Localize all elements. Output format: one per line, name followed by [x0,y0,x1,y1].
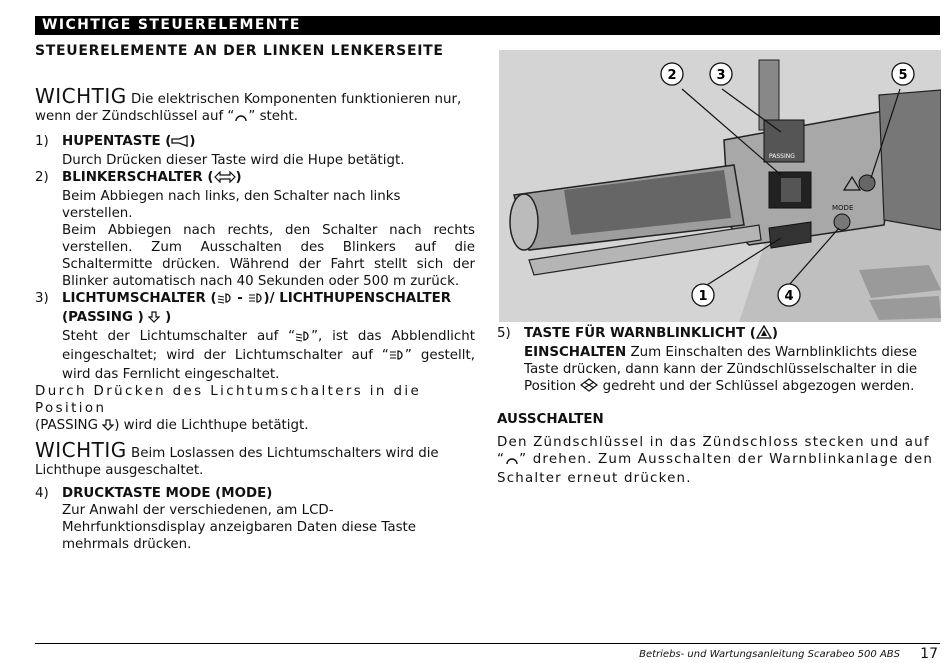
svg-text:2: 2 [667,68,677,83]
svg-text:1: 1 [698,289,708,304]
passing-arrow-icon [102,419,114,436]
off-title: AUSSCHALTEN [497,412,604,427]
section-title: WICHTIGE STEUERELEMENTE [42,17,301,33]
section-subtitle: STEUERELEMENTE AN DER LINKEN LENKERSEITE [35,43,444,59]
left-column: WICHTIG Die elektrischen Komponenten funktionieren nur, wenn der Zündschlüssel auf “ ” steht. 1) HUPENTASTE ( ) Durch Drücken dieser Taste wird die Hupe betätigt. 2) BLINKERSCHALTER ( ) Beim Abbiegen nach links, den Schalter nach links verstellen. Beim Abbiegen nach rechts, den Schalter nach rechts verstellen. Zum Ausschalten des Blinkers auf die Schaltermitte drücken. Während der Fahrt stellt sich der Blinker automatisch nach 40 Sekunden oder 500 m zurück. 3) LICHTUMSCHALTER ( - )/ LICHTHUPENSCHALTER (PASSING ) ) Steht der Lichtumschalter auf “ ”, ist das Abblendlicht eingeschaltet; wird der Lichtumschalter auf “ ” gestellt, wird das Fernlicht eingeschaltet. Durch Drücken des Lichtumschalters in die Position (PASSING ) wird die Lichthupe betätigt. WICHTIG Beim Loslassen des Lichtumschalters wird die Lichthupe ausgeschaltet. 4) DRUCKTASTE MODE (MODE) Zur Anwahl der verschiedenen, am LCD-Mehrfunktionsdisplay anzeigbaren Daten diese Taste mehrmals drücken. [35,84,475,552]
note-important-1: WICHTIG Die elektrischen Komponenten funktionieren nur, wenn der Zündschlüssel auf “ ” steht. [35,88,475,127]
callout-4 [778,284,800,306]
mode-label: MODE [832,204,854,212]
footer-rule [35,643,940,644]
low-beam-icon [295,330,311,347]
low-beam-icon [217,292,233,309]
parking-position-icon [580,378,598,397]
item-mode-button: 4) DRUCKTASTE MODE (MODE) Zur Anwahl der verschiedenen, am LCD-Mehrfunktionsdisplay anzeigbaren Daten diese Taste mehrmals drücken. [35,486,417,552]
passing-label: PASSING [769,153,795,160]
handlebar-controls-illustration [499,50,941,322]
high-beam-icon [248,292,264,309]
ignition-on-icon [234,110,248,127]
item-turn-signal: 2) BLINKERSCHALTER ( ) Beim Abbiegen nach links, den Schalter nach links verstellen. Beim Abbiegen nach rechts, den Schalter nach rechts verstellen. Zum Ausschalten des Blinkers auf die Schaltermitte drücken. Während der Fahrt stellt sich der Blinker automatisch nach 40 Sekunden oder 500 m zurück. [35,170,475,289]
item-hazard-light: 5) TASTE FÜR WARNBLINKLICHT ( ) EINSCHALTEN Zum Einschalten des Warnblinklichts diese Taste drücken, dann kann der Zündschlüsselschalter in die Position gedreht und der Schlüssel abgezogen werden. [497,325,940,397]
callout-2 [661,63,683,85]
svg-text:3: 3 [716,68,726,83]
right-column: 5) TASTE FÜR WARNBLINKLICHT ( ) EINSCHALTEN Zum Einschalten des Warnblinklichts diese Taste drücken, dann kann der Zündschlüsselschalter in die Position gedreht und der Schlüssel abgezogen werden. AUSSCHALTEN Den Zündschlüssel in das Zündschloss stecken und auf “ ” drehen. Zum Ausschalten der Warnblinkanlage den Schalter erneut drücken. [497,325,940,487]
callout-3 [710,63,732,85]
svg-text:4: 4 [784,289,794,304]
footer-text: Betriebs- und Wartungsanleitung Scarabeo 500 ABS [639,649,900,660]
ignition-on-icon [505,453,519,470]
item-light-switch: 3) LICHTUMSCHALTER ( - )/ LICHTHUPENSCHALTER (PASSING ) ) Steht der Lichtumschalter auf “ ”, ist das Abblendlicht eingeschaltet; wird der Lichtumschalter auf “ ” gestellt, wird das Fernlicht eingeschaltet. [35,291,475,382]
horn-icon [171,135,189,152]
item-horn: 1) HUPENTASTE ( ) Durch Drücken dieser Taste wird die Hupe betätigt. [35,134,405,168]
hazard-triangle-icon [756,325,772,344]
note-important-2: WICHTIG Beim Loslassen des Lichtumschalters wird die Lichthupe ausgeschaltet. [35,438,439,478]
passing-arrow-icon [148,311,160,328]
section-header-bar [35,16,940,35]
page-number: 17 [920,646,938,662]
callout-5 [892,63,914,85]
svg-text:5: 5 [898,68,908,83]
important-label: WICHTIG [35,438,127,462]
callout-1 [692,284,714,306]
important-label: WICHTIG [35,84,127,108]
high-beam-icon [389,349,405,366]
turn-signal-icon [214,171,236,188]
